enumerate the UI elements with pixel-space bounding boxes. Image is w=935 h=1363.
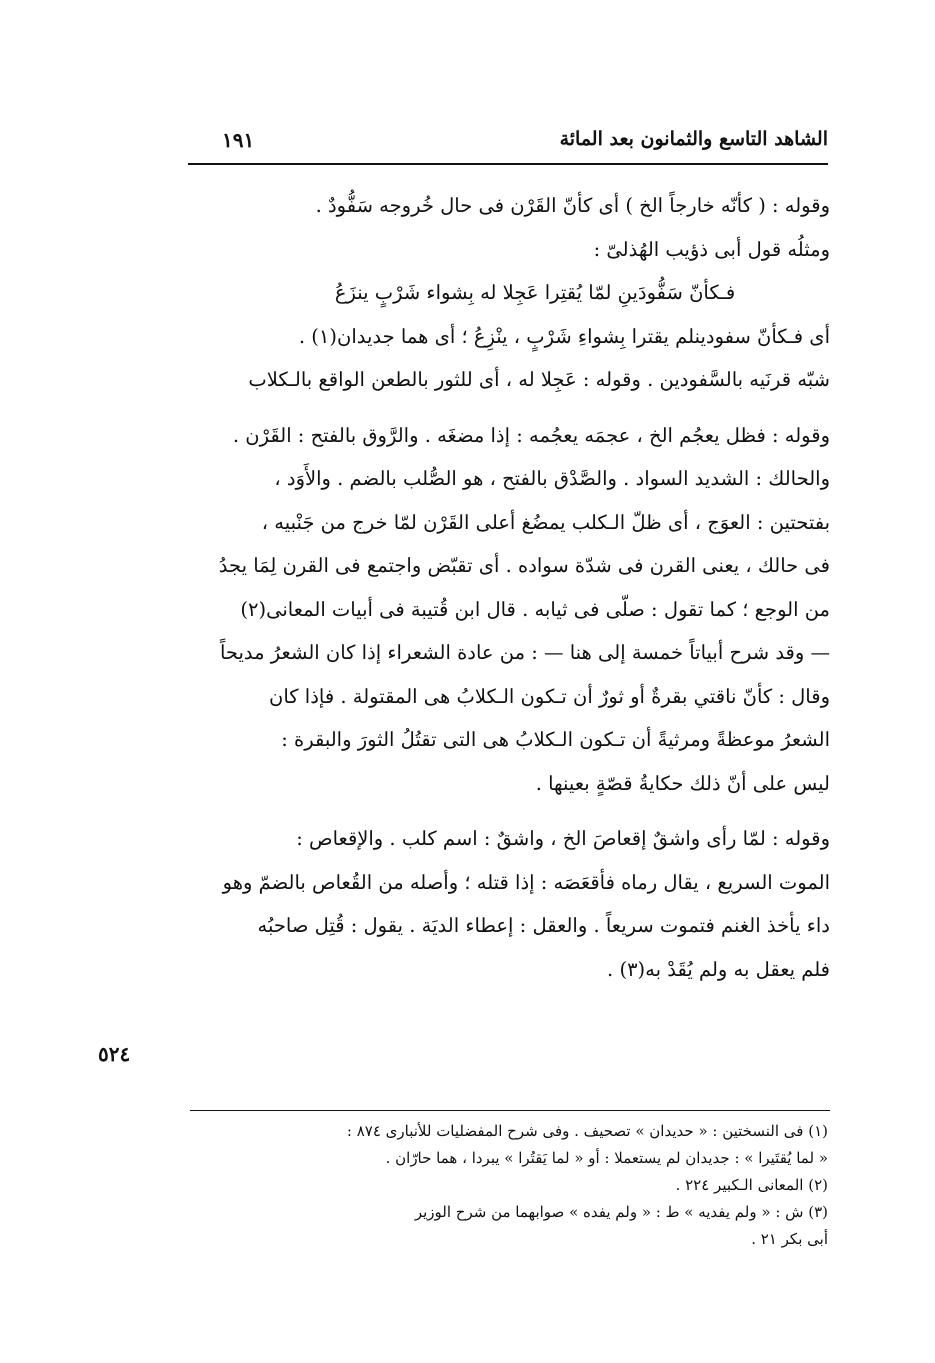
text-line: فلم يعقل به ولم يُقَدْ به(٣) . xyxy=(607,957,830,981)
text-line: وقوله : ( كأنّه خارجاً الخ ) أى كأنّ القَرْن فى حال خُروجه سَفُّودٌ . xyxy=(315,194,830,217)
text-line: فى حالك ، يعنى القرن فى شدّة سواده . أى تقبّض واجتمع فى القرن لِمَا يجدُ xyxy=(218,554,830,577)
text-line: بفتحتين : العوَج ، أى ظلّ الـكلب يمضُغ أعلى القَرْن لمّا خرج من جَنْبيه ، xyxy=(261,510,830,534)
footnote-line: أبى بكر ٢١ . xyxy=(751,1230,828,1248)
text-line: داء يأخذ الغنم فتموت سريعاً . والعقل : إعطاء الديَة . يقول : قُتِل صاحبُه xyxy=(257,914,830,937)
running-header xyxy=(188,122,828,162)
footnotes xyxy=(196,1118,828,1253)
page-number: ١٩١ xyxy=(222,128,255,152)
margin-number: ٥٢٤ xyxy=(98,1042,131,1066)
text-line: الشعرُ موعظةً ومرثيةً أن تـكون الـكلابُ هى التى تقتُلُ الثورَ والبقرة : xyxy=(281,728,830,751)
text-line: شبّه قرنَيه بالسَّفودين . وقوله : عَجِلا له ، أى للثور بالطعن الواقع بالـكلاب xyxy=(248,368,830,391)
footnote-rule xyxy=(190,1110,830,1111)
text-line: ليس على أنّ ذلك حكايةُ قصّةٍ بعينها . xyxy=(535,771,830,795)
text-line: والحالك : الشديد السواد . والصَّدْق بالفتح ، هو الصُّلب بالضم . والأَوَد ، xyxy=(274,467,830,490)
footnote-line: (٣) ش : « ولم يفديه » ط : « ولم يفده » صوابهما من شرح الوزير xyxy=(414,1203,828,1221)
text-line: وقوله : فظل يعجُم الخ ، عجمَه يعجُمه : إذا مضغَه . والرَّوق بالفتح : القَرْن . xyxy=(232,423,830,447)
text-line: وقال : كأنّ ناقتي بقرةٌ أو ثورٌ أن تـكون الـكلابُ هى المقتولة . فإذا كان xyxy=(269,684,830,708)
text-line: — وقد شرح أبياتاً خمسة إلى هنا — : من عادة الشعراء إذا كان الشعرُ مديحاً xyxy=(219,641,830,664)
text-line: من الوجع ؛ كما تقول : صلّى فى ثيابه . قال ابن قُتيبة فى أبيات المعانى(٢) xyxy=(240,597,830,621)
running-title: الشاهد التاسع والثمانون بعد المائة xyxy=(559,128,828,150)
text-line: الموت السريع ، يقال رماه فأقعَصَه : إذا قتله ؛ وأصله من القُعاص بالضمّ وهو xyxy=(222,870,830,894)
header-rule xyxy=(188,163,828,165)
text-line: وقوله : لمّا رأى واشقٌ إقعاصَ الخ ، واشقٌ : اسم كلب . والإقعاص : xyxy=(296,827,830,850)
main-text xyxy=(200,184,830,991)
text-line: ومثلُه قول أبى ذؤيب الهُذلىّ : xyxy=(593,237,830,261)
footnote-line: « لما يُقتَيرا » : جديدان لم يستعملا : أو « لما يَقتُرا » يبردا ، هما حارّان . xyxy=(385,1149,828,1167)
paragraph-gap xyxy=(200,402,830,414)
footnote-line: (١) فى النسختين : « حديدان » تصحيف . وفى شرح المفضليات للأنبارى ٨٧٤ : xyxy=(346,1122,828,1140)
text-line: أى فـكأنّ سفودينلم يقترا بِشواءِ شَرْبٍ ، ينْزِعُ ؛ أى هما جديدان(١) . xyxy=(298,324,830,348)
verse-line: فـكأنّ سَفُّودَينِ لمّا يُقتِرا عَجِلا له بِشواء شَرْبٍ ينزَعُ xyxy=(334,281,736,304)
footnote-line: (٢) المعانى الـكبير ٢٢٤ . xyxy=(675,1176,828,1194)
paragraph-gap xyxy=(200,805,830,817)
